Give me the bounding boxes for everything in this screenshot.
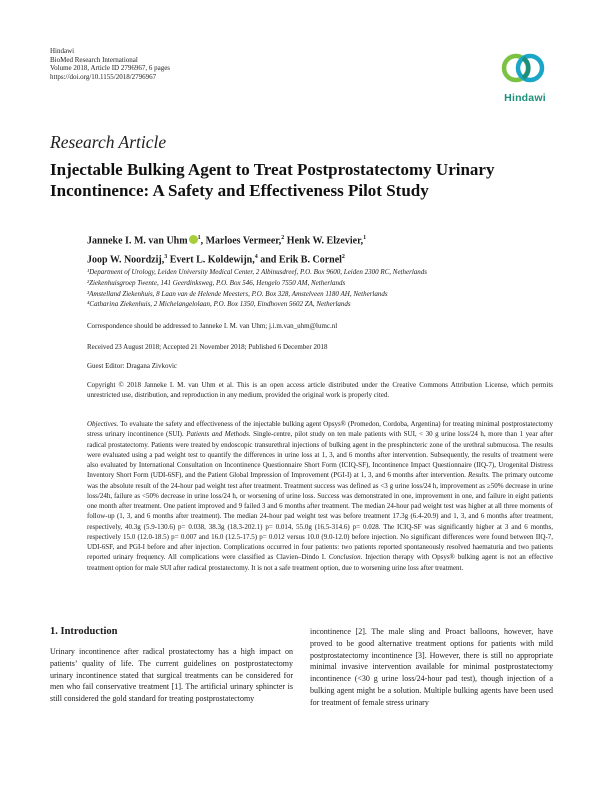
abstract-conclusion-label: Conclusion.	[328, 553, 363, 562]
journal-volume: Volume 2018, Article ID 2796967, 6 pages	[50, 64, 171, 73]
author-line-1: Janneke I. M. van Uhm $^1$, Marloes Vermeer,$^2$ Henk W. Elzevier,$^1$	[87, 235, 367, 247]
correspondence: Correspondence should be addressed to Janneke I. M. van Uhm; j.i.m.van_uhm@lumc.nl	[87, 322, 338, 330]
author-name[interactable]: Henk W. Elzevier,	[286, 235, 364, 247]
hindawi-logo-text: Hindawi	[504, 92, 546, 104]
abstract-conclusion: Injection therapy with Opsys® bulking agent is not an effective treatment option for male SUI after radical prostatectomy. It is not a safe treatment option, due to worsening urine loss after treatment.	[87, 553, 553, 572]
intro-text-left: Urinary incontinence after radical prostatectomy has a high impact on patients’ quality of life. The current guidelines on postprostatectomy urinary incontinence stated that surgical treatments can be considered for men who fail conservative treatment [1]. The artificial urinary sphincter is still considered the gold standard for treating postprostatectomy	[50, 647, 293, 704]
intro-text-right: incontinence [2]. The male sling and Proact balloons, however, have proved to be good alternative treatment options for patients with mild postprostatectomy incontinence [3]. However, there is still no appropriate minimal invasive intervention available for minimal postprostatectomy incontinence (<30 g urine loss/24-hour pad test), though injection of a bulking agent might be a solution. Multiple bulking agents have been used for treatment of female stress urinary	[310, 627, 553, 707]
affiliation: ²Ziekenhuisgroep Twente, 141 Geerdinksweg, P.O. Box 546, Hengelo 7550 AM, Netherlands	[87, 278, 346, 287]
section-heading: 1. Introduction	[50, 626, 118, 637]
orcid-icon[interactable]	[189, 235, 198, 244]
author-line-2: Joop W. Noordzij,$^3$ Evert L. Koldewijn,$^4$ and Erik B. Cornel$^2$	[87, 254, 345, 266]
abstract-methods: Single-centre, pilot study on ten male patients with SUI, < 30 g urine loss/24 h, more than 1 year after radical prostatectomy. Patients were treated by endoscopic transurethral injections of bulking agent in the presphincteric zone of the urethral submucosa. The results were evaluated using a pad weight test to quantify the differences in urine loss at 1, 3, and 6 months after intervention. Subsequently, the results of treatment were also evaluated by International Consultation on Incontinence Questionnaire Short Form (ICIQ-SF), Incontinence Impact Questionnaire (IIQ-7), Urogenital Distress Inventory Short Form (UDI-6SF), and the Patient Global Impression of Improvement (PGI-I) at 1, 3, and 6 months after intervention.	[87, 430, 553, 480]
affiliations	[87, 267, 557, 310]
author-name[interactable]: Marloes Vermeer,	[205, 235, 282, 247]
journal-doi[interactable]: https://doi.org/10.1155/2018/2796967	[50, 72, 157, 81]
journal-header	[50, 47, 170, 81]
affiliation: ³Amstelland Ziekenhuis, 8 Laan van de Helende Meesters, P.O. Box 328, Amstelveen 1180 AH, Netherlands	[87, 289, 388, 298]
paper-title: Injectable Bulking Agent to Treat Postprostatectomy Urinary Incontinence: A Safety and Effectiveness Pilot Study	[50, 160, 495, 200]
abstract-results-label: Results.	[467, 471, 490, 480]
abstract-objectives-label: Objectives.	[87, 420, 119, 428]
author-name[interactable]: Joop W. Noordzij,	[87, 254, 165, 266]
copyright-notice: Copyright © 2018 Janneke I. M. van Uhm et al. This is an open access article distributed under the Creative Commons Attribution License, which permits unrestricted use, distribution, and reproduction in any medium, provided the original work is properly cited.	[87, 381, 553, 400]
affiliation: ⁴Catharina Ziekenhuis, 2 Michelangelolaan, P.O. Box 1350, Eindhoven 5602 ZA, Netherlands	[87, 300, 351, 309]
guest-editor: Guest Editor: Dragana Zivkovic	[87, 362, 178, 370]
author-list	[87, 230, 547, 269]
affiliation: ¹Department of Urology, Leiden University Medical Center, 2 Albinusdreef, P.O. Box 9600, Leiden 2300 RC, Netherlands	[87, 268, 428, 276]
publication-dates: Received 23 August 2018; Accepted 21 November 2018; Published 6 December 2018	[87, 343, 328, 351]
abstract-methods-label: Patients and Methods.	[186, 430, 251, 439]
abstract-objectives: To evaluate the safety and effectiveness of the injectable bulking agent Opsys® (Promedon, Cordoba, Argentina) for treating minimal postprostatectomy stress urinary incontinence (SUI).	[87, 420, 553, 439]
author-name[interactable]: Evert L. Koldewijn,	[169, 254, 255, 266]
journal-publisher: Hindawi	[50, 47, 75, 55]
article-type: Research Article	[50, 132, 167, 152]
abstract-results: The primary outcome was the absolute result of the 24-hour pad weight test after treatment. Treatment success was defined as <3 g urine loss/24 h, improvement as ≥50% decrease in urine loss/24h, failure as <50% decrease in urine loss/24 h, or worsening of urine loss. Success was demonstrated in one, improvement in one, and failure in eight patients one month after treatment. One patient improved and 9 failed 3 and 6 months after treatment. The median 24-hour pad weight test was higher at all three moments of follow-up (1, 3, and 6 months after treatment). The median 24-hour pad weight test was before treatment 17.3g (6.4-20.9) and 1, 3, and 6 months after treatment, respectively, 40.3g (5.9-130.6) p= 0.038, 38.3g (18.3-202.1) p= 0.014, 55.0g (16.5-314.6) p= 0.028. The ICIQ-SF was significantly higher at 3 and 6 months, respectively 15.0 (12.0-18.5) p= 0.007 and 16.0 (12.5-17.5) p= 0.012 versus 10.0 (9.0-12.0) before injection. No significant differences were found between IIQ-7, UDI-6SF, and PGI-I before and after injection. Complications occurred in four patients: two patients reported spontaneously resolved haematuria and two patients reported urinary frequency. All complications were classified as Clavien–Dindo I.	[87, 471, 554, 562]
author-name[interactable]: Janneke I. M. van Uhm	[87, 235, 188, 247]
abstract	[87, 419, 553, 573]
author-name[interactable]: and Erik B. Cornel	[260, 254, 342, 266]
journal-name: BioMed Research International	[50, 55, 138, 64]
